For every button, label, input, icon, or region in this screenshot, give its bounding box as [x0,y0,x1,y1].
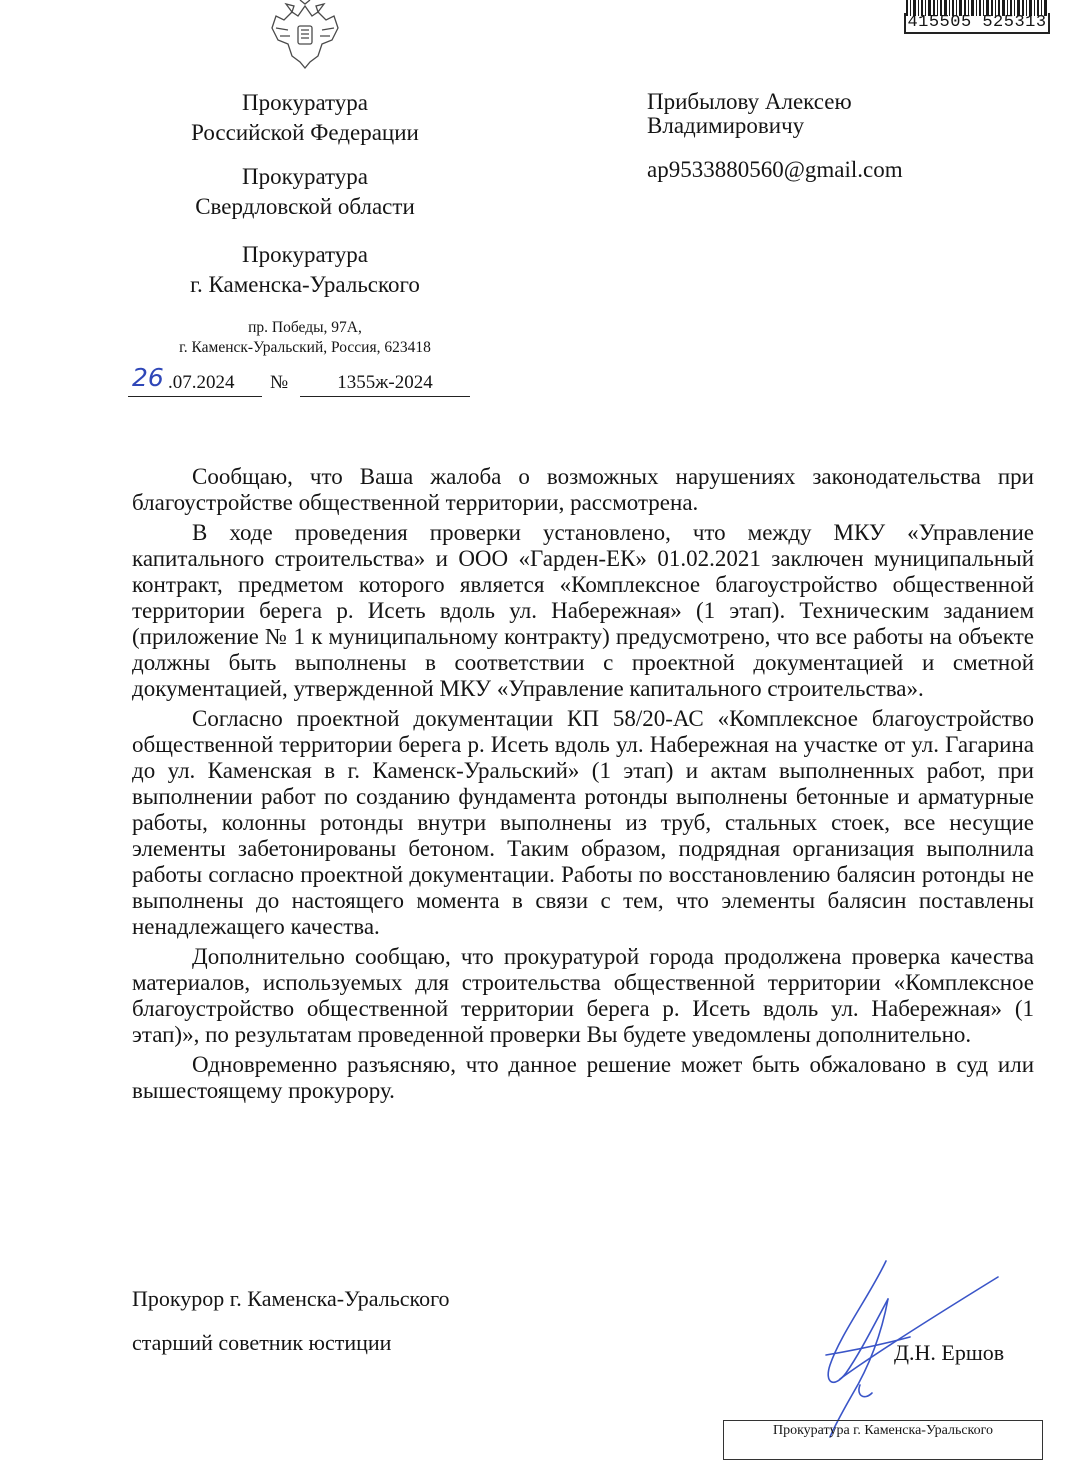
body-paragraph: В ходе проведения проверки установлено, что между МКУ «Управление капитального строительства» и ООО «Гарден-ЕК» 01.02.2021 заключен муниципальный контракт, предметом которого является «Комплексное благоустройство общественной территории берега р. Исеть вдоль ул. Набережная» (1 этап). Техническим заданием (приложение № 1 к муниципальному контракту) предусмотрено, что все работы на объекте должны быть выполнены в соответствии с проектной документацией и сметной документацией, утвержденной МКУ «Управление капитального строительства». [132,520,1034,701]
sender-org-line: Свердловской области [195,194,415,219]
recipient-name-line: Владимировичу [647,113,805,138]
body-paragraph: Сообщаю, что Ваша жалоба о возможных нарушениях законодательства при благоустройстве общественной территории, рассмотрена. [132,464,1034,515]
registration-number-field [300,370,470,397]
letter-body [132,464,1034,1108]
sender-org-line: Российской Федерации [191,120,419,145]
recipient-email: ap9533880560@gmail.com [647,157,903,182]
body-paragraph: Одновременно разъясняю, что данное решение может быть обжаловано в суд или вышестоящему прокурору. [132,1052,1034,1103]
date-field [128,363,262,397]
sender-address [70,318,540,358]
barcode-number: 415505 525313 [904,13,1050,34]
recipient-name [647,90,1047,138]
date-printed: .07.2024 [168,372,235,393]
sender-org-line: г. Каменска-Уральского [190,272,420,297]
sender-address-line: пр. Победы, 97А, [248,319,362,336]
registration-line [128,363,478,400]
sender-org-line: Прокуратура [241,164,369,189]
registration-number: 1355ж-2024 [337,372,433,393]
sender-org-line: Прокуратура [241,90,369,115]
sender-org-regional [70,162,540,222]
recipient-name-line: Прибылову Алексею [647,89,852,114]
sender-org-line: Прокуратура [241,242,369,267]
sender-address-line: г. Каменск-Уральский, Россия, 623418 [179,339,431,356]
footer-stamp [723,1420,1043,1460]
signatory-name: Д.Н. Ершов [894,1340,1005,1365]
handwritten-signature-icon [790,1255,1010,1440]
body-paragraph: Дополнительно сообщаю, что прокуратурой города продолжена проверка качества материалов, используемых для строительства общественной территории «Комплексное благоустройство общественной территории берега р. Исеть вдоль ул. Набережная» (1 этап)», по результатам проведенной проверки Вы будете уведомлены дополнительно. [132,944,1034,1047]
footer-stamp-text: Прокуратура г. Каменска-Уральского [772,1423,994,1438]
signatory-title: Прокурор г. Каменска-Уральского [132,1286,450,1311]
number-label: № [270,372,289,393]
date-handwritten-day: 26 [132,363,164,392]
signatory-rank: старший советник юстиции [132,1330,392,1355]
sender-org-general [70,88,540,148]
sender-org-city [70,240,540,300]
body-paragraph: Согласно проектной документации КП 58/20-АС «Комплексное благоустройство общественной территории берега р. Исеть вдоль ул. Набережная на участке от ул. Гагарина до ул. Каменская в г. Каменск-Уральский» (1 этап) и актам выполненных работ, при выполнении работ по созданию фундамента ротонды выполнены бетонные и арматурные работы, колонны ротонды внутри выполнены из труб, стальных стоек, все несущие элементы забетонированы бетоном. Таким образом, подрядная организация выполнила работы согласно проектной документации. Работы по восстановлению балясин ротонды не выполнены до настоящего момента в связи с тем, что элементы балясин поставлены ненадлежащего качества. [132,706,1034,939]
barcode [904,0,1050,34]
double-headed-eagle-emblem-icon [262,0,348,70]
